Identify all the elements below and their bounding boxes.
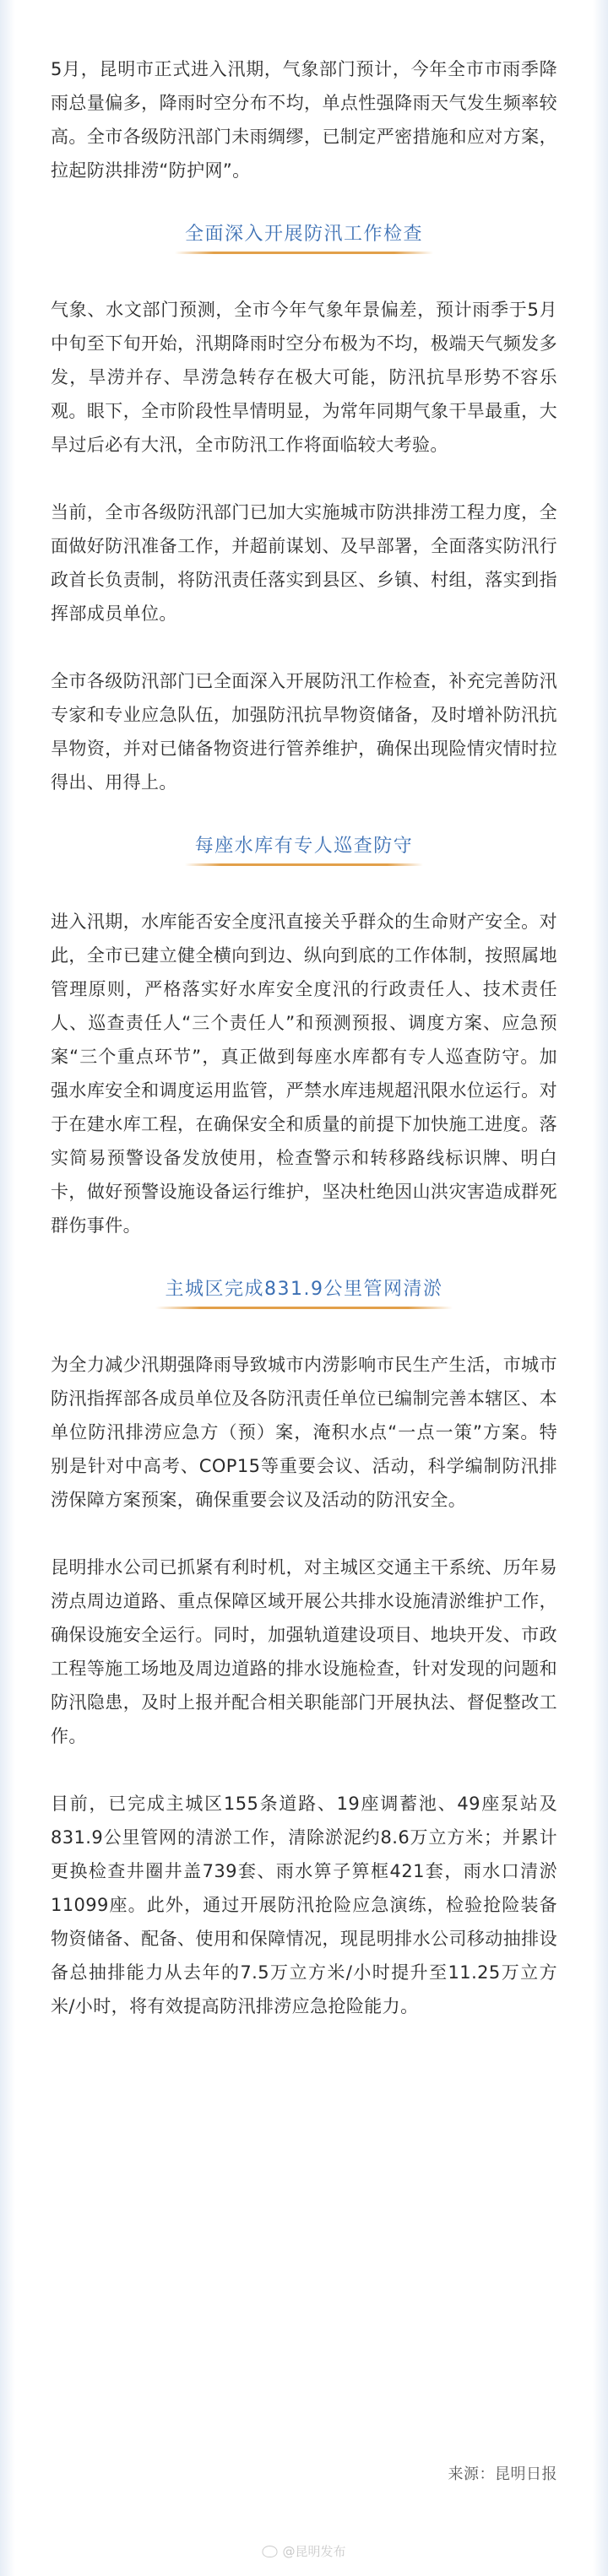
- paragraph: 为全力减少汛期强降雨导致城市内涝影响市民生产生活，市城市防汛指挥部各成员单位及各防汛责任单位已编制完善本辖区、本单位防汛排涝应急方（预）案，淹积水点“一点一策”方案。特别是针对中高考、COP15等重要会议、活动，科学编制防汛排涝保障方案预案，确保重要会议及活动的防汛安全。: [51, 1355, 557, 1510]
- intro-paragraph: 5月，昆明市正式进入汛期，气象部门预计，今年全市市雨季降雨总量偏多，降雨时空分布不均，单点性强降雨天气发生频率较高。全市各级防汛部门未雨绸缪，已制定严密措施和应对方案，拉起防洪排涝“防护网”。: [51, 59, 557, 181]
- watermark: [262, 2542, 345, 2560]
- paragraph: 气象、水文部门预测，全市今年气象年景偏差，预计雨季于5月中旬至下旬开始，汛期降雨时空分布极为不均，极端天气频发多发，旱涝并存、旱涝急转存在极大可能，防汛抗旱形势不容乐观。眼下，全市阶段性旱情明显，为常年同期气象干旱最重，大旱过后必有大汛，全市防汛工作将面临较大考验。: [51, 300, 557, 455]
- section-title: 每座水库有专人巡查防守: [185, 833, 424, 866]
- weibo-icon: [262, 2546, 277, 2557]
- section-heading-reservoir: [51, 833, 557, 866]
- paragraph: 当前，全市各级防汛部门已加大实施城市防洪排涝工程力度，全面做好防汛准备工作，并超前谋划、及早部署，全面落实防汛行政首长负责制，将防汛责任落实到县区、乡镇、村组，落实到指挥部成员单位。: [51, 502, 557, 624]
- section-title: 主城区完成831.9公里管网清淤: [155, 1276, 453, 1309]
- paragraph: 目前，已完成主城区155条道路、19座调蓄池、49座泵站及831.9公里管网的清淤工作，清除淤泥约8.6万立方米；并累计更换检查井圈井盖739套、雨水箅子箅框421套，雨水口清淤11099座。此外，通过开展防汛抢险应急演练，检验抢险装备物资储备、配备、使用和保障情况，现昆明排水公司移动抽排设备总抽排能力从去年的7.5万立方米/小时提升至11.25万立方米/小时，将有效提高防汛排涝应急抢险能力。: [51, 1794, 557, 2016]
- right-edge-decoration: [593, 0, 608, 2576]
- section-heading-pipeline: [51, 1276, 557, 1309]
- paragraph: 昆明排水公司已抓紧有利时机，对主城区交通主干系统、历年易涝点周边道路、重点保障区域开展公共排水设施清淤维护工作，确保设施安全运行。同时，加强轨道建设项目、地块开发、市政工程等施工场地及周边道路的排水设施检查，针对发现的问题和防汛隐患，及时上报并配合相关职能部门开展执法、督促整改工作。: [51, 1557, 557, 1746]
- left-edge-decoration: [0, 0, 15, 2576]
- article-body: [51, 52, 557, 2057]
- source-credit: 来源：昆明日报: [448, 2465, 557, 2483]
- section-title: 全面深入开展防汛工作检查: [175, 221, 433, 254]
- paragraph: 全市各级防汛部门已全面深入开展防汛工作检查，补充完善防汛专家和专业应急队伍，加强防汛抗旱物资储备，及时增补防汛抗旱物资，并对已储备物资进行管养维护，确保出现险情灾情时拉得出、用得上。: [51, 671, 557, 793]
- paragraph: 进入汛期，水库能否安全度汛直接关乎群众的生命财产安全。对此，全市已建立健全横向到边、纵向到底的工作体制，按照属地管理原则，严格落实好水库安全度汛的行政责任人、技术责任人、巡查责任人“三个责任人”和预测预报、调度方案、应急预案“三个重点环节”，真正做到每座水库都有专人巡查防守。加强水库安全和调度运用监管，严禁水库违规超汛限水位运行。对于在建水库工程，在确保安全和质量的前提下加快施工进度。落实简易预警设备发放使用，检查警示和转移路线标识牌、明白卡，做好预警设施设备运行维护，坚决杜绝因山洪灾害造成群死群伤事件。: [51, 912, 557, 1236]
- section-heading-inspection: [51, 221, 557, 254]
- watermark-text: @昆明发布: [282, 2544, 346, 2559]
